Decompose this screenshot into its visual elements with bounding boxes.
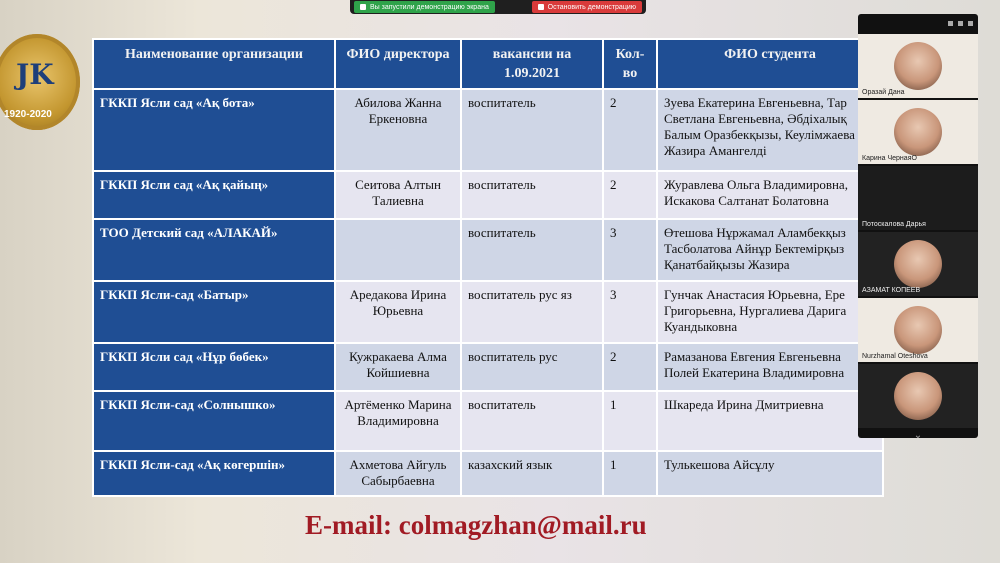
org-cell: ГККП Ясли-сад «Ақ көгершін»: [93, 451, 335, 496]
sharing-indicator: [354, 1, 495, 13]
participant-name: Оразай Дана: [862, 89, 905, 96]
logo-monogram: JK: [16, 58, 54, 91]
chevron-down-icon[interactable]: ⌄: [913, 430, 923, 438]
header-organization: Наименование организации: [93, 39, 335, 89]
table-row: [93, 391, 883, 451]
participant-tile[interactable]: [858, 166, 978, 230]
director-cell: Абилова Жанна Еркеновна: [335, 89, 461, 171]
table-row: [93, 171, 883, 219]
vacancy-cell: казахский язык: [461, 451, 603, 496]
students-cell: Зуева Екатерина Евгеньевна, Тар Светлана Евгеньевна, Әбдіхалық Балым Оразбекқызы, Кеулімжаева Жазира Амангелді: [657, 89, 883, 171]
vacancy-cell: воспитатель: [461, 171, 603, 219]
count-cell: 3: [603, 219, 657, 281]
vacancy-table: [92, 38, 884, 497]
students-cell: Гунчак Анастасия Юрьевна, Ере Григорьевна, Нургалиева Дарига Куандыковна: [657, 281, 883, 343]
stop-sharing-label: Остановить демонстрацию: [547, 3, 636, 11]
count-cell: 2: [603, 89, 657, 171]
minimize-icon[interactable]: [948, 21, 953, 26]
count-cell: 1: [603, 391, 657, 451]
director-cell: Ахметова Айгуль Сабырбаевна: [335, 451, 461, 496]
layout-icon[interactable]: [958, 21, 963, 26]
participant-video: [894, 372, 942, 420]
students-cell: Өтешова Нұржамал Аламбекқыз Тасболатова Айнұр Бектемірқыз Қанатбайқызы Жазира: [657, 219, 883, 281]
header-count: Кол-во: [603, 39, 657, 89]
org-cell: ГККП Ясли сад «Ақ қайың»: [93, 171, 335, 219]
college-logo: [0, 34, 80, 130]
participant-name: Карина ЧернаяО: [862, 155, 917, 162]
table-header-row: [93, 39, 883, 89]
director-cell: Артёменко Марина Владимировна: [335, 391, 461, 451]
header-director: ФИО директора: [335, 39, 461, 89]
org-cell: ТОО Детский сад «АЛАКАЙ»: [93, 219, 335, 281]
org-cell: ГККП Ясли сад «Ақ бота»: [93, 89, 335, 171]
participant-tile[interactable]: [858, 232, 978, 296]
participant-video: [894, 108, 942, 156]
screen-share-bar: [350, 0, 646, 14]
participant-video: [894, 240, 942, 288]
students-cell: Шкареда Ирина Дмитриевна: [657, 391, 883, 451]
header-vacancy: вакансии на 1.09.2021: [461, 39, 603, 89]
participant-name: Потоскалова Дарья: [862, 221, 926, 228]
students-cell: Журавлева Ольга Владимировна, Искакова Салтанат Болатовна: [657, 171, 883, 219]
count-cell: 2: [603, 343, 657, 391]
stop-icon: [538, 4, 544, 10]
grid-icon[interactable]: [968, 21, 973, 26]
org-cell: ГККП Ясли сад «Нұр бөбек»: [93, 343, 335, 391]
org-cell: ГККП Ясли-сад «Солнышко»: [93, 391, 335, 451]
table-row: [93, 281, 883, 343]
table-row: [93, 219, 883, 281]
participant-name: АЗАМАТ КОПЕЕВ: [862, 287, 921, 294]
participant-tile[interactable]: [858, 34, 978, 98]
director-cell: Сеитова Алтын Талиевна: [335, 171, 461, 219]
vacancy-cell: воспитатель рус: [461, 343, 603, 391]
students-cell: Тулькешова Айсұлу: [657, 451, 883, 496]
vacancy-cell: воспитатель рус яз: [461, 281, 603, 343]
vacancy-cell: воспитатель: [461, 89, 603, 171]
participants-panel: [858, 14, 978, 438]
participant-tile[interactable]: [858, 298, 978, 362]
header-student: ФИО студента: [657, 39, 883, 89]
stop-sharing-button[interactable]: [532, 1, 642, 13]
participant-name: Nurzhamal Oteshova: [862, 353, 928, 360]
director-cell: [335, 219, 461, 281]
table-row: [93, 451, 883, 496]
table-row: [93, 343, 883, 391]
count-cell: 1: [603, 451, 657, 496]
contact-email: E-mail: colmagzhan@mail.ru: [305, 510, 647, 540]
participant-tile[interactable]: [858, 364, 978, 428]
vacancy-cell: воспитатель: [461, 219, 603, 281]
participant-video: [894, 306, 942, 354]
participant-video: [894, 42, 942, 90]
vacancy-cell: воспитатель: [461, 391, 603, 451]
table-row: [93, 89, 883, 171]
logo-years: 1920-2020: [4, 109, 52, 120]
panel-controls: [858, 14, 978, 32]
count-cell: 3: [603, 281, 657, 343]
students-cell: Рамазанова Евгения Евгеньевна Полей Екатерина Владимировна: [657, 343, 883, 391]
screen-share-icon: [360, 4, 366, 10]
director-cell: Кужракаева Алма Койшиевна: [335, 343, 461, 391]
org-cell: ГККП Ясли-сад «Батыр»: [93, 281, 335, 343]
participant-tile[interactable]: [858, 100, 978, 164]
director-cell: Аредакова Ирина Юрьевна: [335, 281, 461, 343]
sharing-label: Вы запустили демонстрацию экрана: [370, 3, 489, 11]
count-cell: 2: [603, 171, 657, 219]
